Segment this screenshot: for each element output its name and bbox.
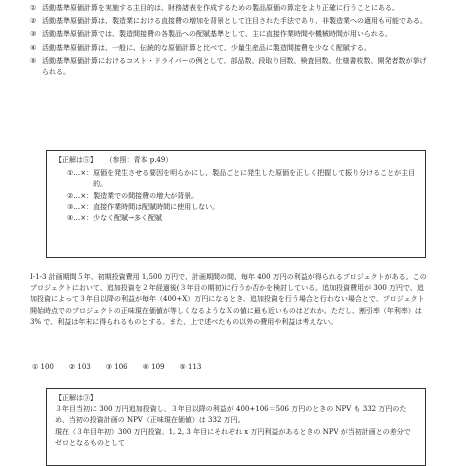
question-text: I-1-3 計画期間５年、初期投資費用 1,500 万円で、計画期間の間、毎年 400 万円の利益が得られるプロジェクトがある。このプロジェクトにおいて、追加投資を２年経過後(３年目の期初)に行うか否かを検討している。追加投資費用が 300 万円で、追加投資によって３年目以降の利益が毎年（400+X）万円になるとき、追加投資を行う場合と行わない場合とで、プロジェクト開始時点でのプロジェクトの正味現在価値が等しくなるようなＸの値に最も近いものはどれか。ただし、割引率（年利率）は 3% で、利益は年末に得られるものとする。また、上で述べたもの以外の費用や利益は考えない。 <box>30 273 427 326</box>
option-number: ② <box>30 17 37 26</box>
answer-heading-row <box>55 155 417 166</box>
choice-item: ① 100 <box>32 363 54 371</box>
option-text: 活動基準原価計算におけるコスト・ドライバーの例として、部品数、段取り回数、検査回数、仕様書枚数、開発者数が挙げられる。 <box>42 56 427 77</box>
answer-explanation-line: 現在（３年目年初）300 万円投資、1, 2, 3 年目にそれぞれ x 万円利益があるときの NPV が当初計画との差分でゼロとなるものとして <box>55 427 411 447</box>
question-block <box>30 272 430 328</box>
option-item <box>30 3 430 14</box>
option-text: 活動基準原価計算は、一般に、伝統的な原価計算と比べて、少量生産品に製造間接費を少なく配賦する。 <box>42 43 371 52</box>
explanation-item <box>67 213 417 224</box>
explanation-label: ②…×： <box>67 191 94 200</box>
option-number: ④ <box>30 43 37 52</box>
option-item <box>30 16 430 27</box>
option-number: ⑤ <box>30 56 37 65</box>
choice-item: ② 103 <box>68 363 91 371</box>
option-number: ① <box>30 4 37 12</box>
explanation-text: 直接作業時間は配賦時間に使用しない。 <box>93 202 220 211</box>
explanation-label: ③…×： <box>67 202 94 211</box>
answer-reference: （参照：青本 p.49） <box>109 156 173 164</box>
explanation-text: 原価を発生させる要因を明らかにし、製品ごとに発生した原価を正しく把握して振り分けることが主目的。 <box>93 169 416 189</box>
explanation-item <box>67 202 417 213</box>
explanation-text: 少なく配賦→多く配賦 <box>93 214 163 223</box>
choice-item: ⑤ 113 <box>179 363 202 371</box>
option-list <box>30 3 430 80</box>
option-number: ③ <box>30 30 37 39</box>
explanation-item <box>67 168 417 190</box>
explanation-label: ④…×： <box>67 214 94 223</box>
answer-heading: 【正解は③】 <box>55 394 97 402</box>
answer-box-1 <box>46 150 426 258</box>
answer-heading: 【正解は⑤】 <box>55 156 97 164</box>
option-item <box>30 29 430 40</box>
answer-box-2 <box>46 388 426 466</box>
option-text: 活動基準原価計算では、製造間接費の各製品への配賦基準として、主に直接作業時間や機械時間が用いられる。 <box>42 30 392 39</box>
option-text: 活動基準原価計算は、製造業における直接費の増加を背景として注目された手法であり、非製造業への適用も可能である。 <box>42 17 427 26</box>
option-item <box>30 56 430 78</box>
explanation-item <box>67 191 417 202</box>
explanation-label: ①…×： <box>67 169 94 178</box>
option-text: 活動基準原価計算を実施する主目的は、財務諸表を作成するための製品原価の算定をより正確に行うことにある。 <box>42 4 399 12</box>
option-item <box>30 43 430 54</box>
choice-item: ④ 109 <box>142 363 165 371</box>
choice-item: ③ 106 <box>105 363 128 371</box>
explanation-text: 製造業での間接費の増大が背景。 <box>93 191 199 200</box>
choice-list <box>32 362 216 373</box>
answer-explanation-line: ３年目当初に 300 万円追加投資し、３年目以降の利益が 400+106＝506 万円のときの NPV も 332 万円のため、当初の投資計画の NPV（正味現在価値）は 332 万円。 <box>55 405 407 425</box>
